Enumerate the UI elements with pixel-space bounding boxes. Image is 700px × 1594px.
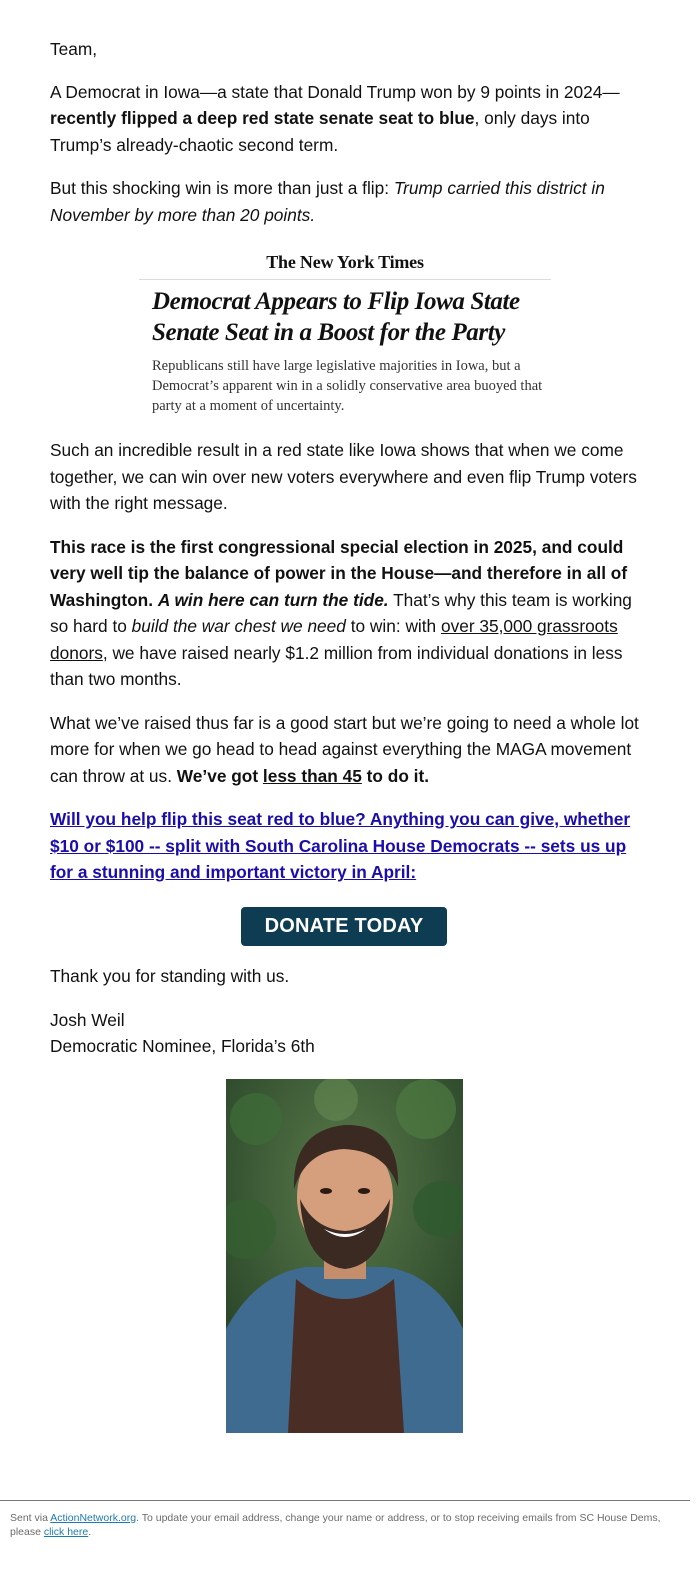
actionnetwork-link[interactable]: ActionNetwork.org [50,1512,137,1524]
text: A Democrat in Iowa—a state that Donald Trump won by 9 points in 2024— [50,81,620,102]
text: , we have raised nearly $1.2 million from individual donations in less than two months. [50,642,623,689]
portrait-illustration [226,1079,463,1433]
candidate-photo [226,1079,463,1433]
paragraph-iowa-flip [50,79,650,159]
bold-text: This race is the first congressional special election in 2025, and could very well tip the balance of power in the House—and therefore in all of Washington. [50,536,628,610]
signature-name: Josh Weil [50,1009,125,1030]
text: , only days into Trump’s already-chaotic second term. [50,108,590,155]
closing-block [50,963,650,1060]
greeting: Team, [50,39,98,59]
footer-text: . To update your email address, change your name or address, or to stop receiving emails from SC House Dems, please [10,1512,661,1538]
paragraph-shocking-win [50,175,650,228]
bold-underlined-text: less than 45 [262,765,362,786]
text: What we’ve raised thus far is a good start but we’re going to need a whole lot more for when we go head to head against everything the MAGA movement can throw at us. [50,712,639,786]
email-body-lower [50,437,650,886]
nyt-masthead-logo: The New York Times [139,252,551,280]
footer-text: Sent via [10,1512,51,1524]
text: That’s why this team is working so hard to [50,589,632,636]
italic-text: build the war chest we need [131,616,346,636]
nyt-clipping-image [139,252,551,414]
nyt-subhead: Republicans still have large legislative majorities in Iowa, but a Democrat’s apparent win in a solidly conservative area buoyed that party at a moment of uncertainty. [152,358,543,414]
footer-text: . [88,1526,92,1538]
cta-donate-link[interactable]: Will you help flip this seat red to blue? Anything you can give, whether $10 or $100 -- split with South Carolina House Democrats -- sets us up for a stunning and important victory in April: [50,809,631,882]
unsubscribe-link[interactable]: click here [43,1526,89,1538]
donate-today-button[interactable]: DONATE TODAY [241,907,447,946]
cta-paragraph [50,806,650,886]
donate-button-wrap [241,907,447,946]
signature-title: Democratic Nominee, Florida’s 6th [50,1036,315,1056]
footer-divider [0,1500,690,1501]
bold-text: We’ve got [176,765,263,786]
bold-italic-text: A win here can turn the tide. [157,589,389,610]
paragraph-need-more [50,710,650,790]
email-footer [10,1511,670,1539]
bold-text: to do it. [361,765,430,786]
email-body [50,36,650,245]
closing-line: Thank you for standing with us. [50,966,290,986]
text: But this shocking win is more than just a flip: [50,178,394,198]
text: to win: with [345,616,441,636]
italic-text: Trump carried this district in November by more than 20 points. [50,178,605,225]
nyt-headline: Democrat Appears to Flip Iowa State Senate Seat in a Boost for the Party [152,288,520,346]
paragraph-first-special-election [50,534,650,693]
bold-text: recently flipped a deep red state senate seat to blue [50,108,475,128]
underlined-text: over 35,000 grassroots donors [50,616,618,663]
paragraph-incredible-result: Such an incredible result in a red state like Iowa shows that when we come together, we can win over new voters everywhere and even flip Trump voters with the right message. [50,440,637,513]
